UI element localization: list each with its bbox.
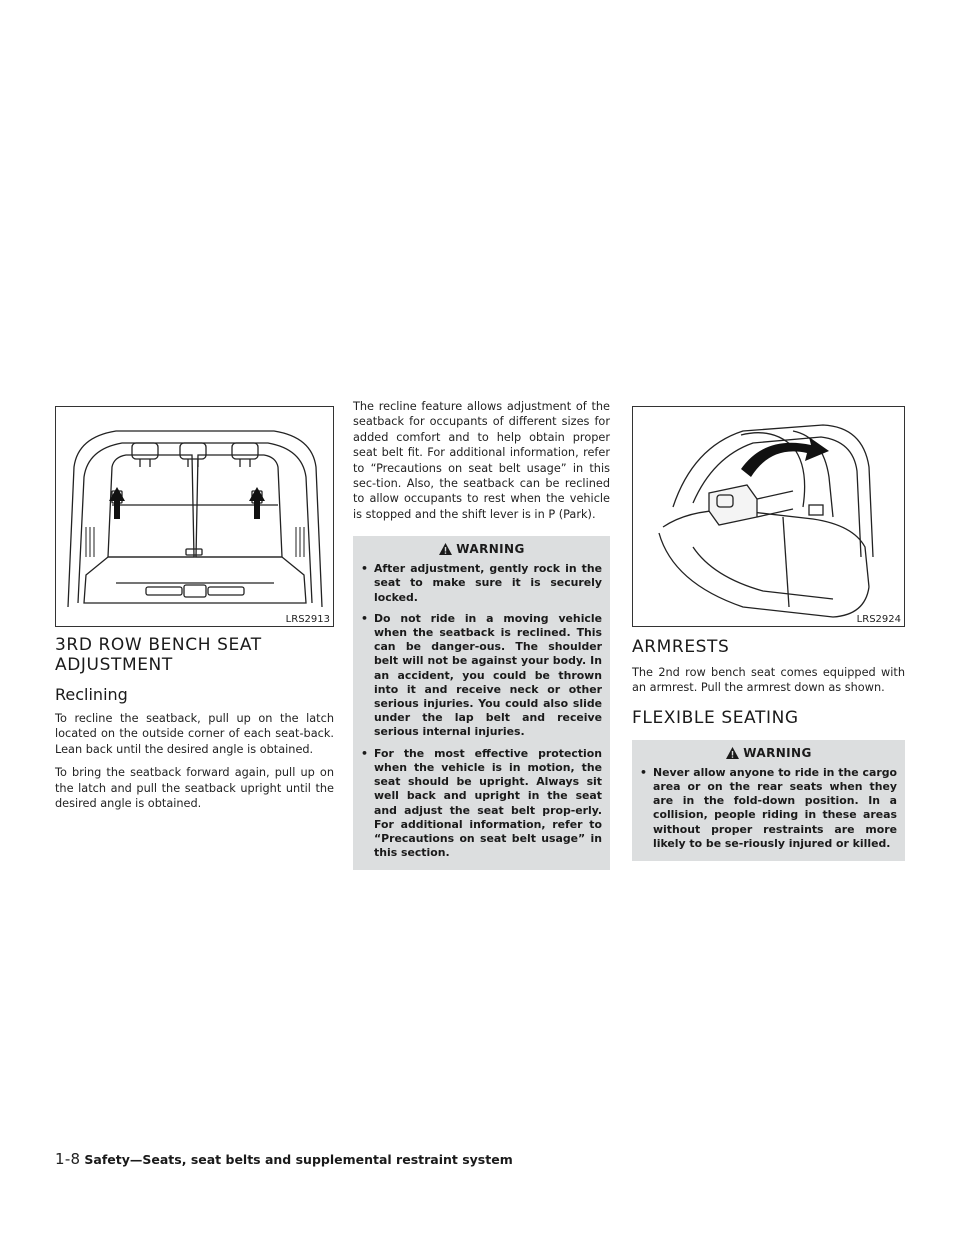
section-title-line1: 3RD ROW BENCH SEAT — [55, 635, 262, 655]
warning-item-text: After adjustment, gently rock in the seat to make sure it is securely locked. — [374, 562, 602, 604]
column-right — [632, 406, 905, 861]
warning-triangle-icon — [438, 542, 453, 556]
warning-item-text: Do not ride in a moving vehicle when the seatback is reclined. This can be danger-ous. The shoulder belt will not be against your body. In an accident, you could be thrown into it and receive neck or other serious injuries. You could also slide under the lap belt and receive serious internal injuries. — [374, 611, 602, 739]
warning-box-recline — [353, 536, 610, 870]
subheading-reclining: Reclining — [55, 685, 128, 704]
warning-item-text: For the most effective protection when the vehicle is in motion, the seat should be upright. Always sit well back and upright in the seat and adjust the seat belt prop-erly. For additional information, refer to “Precautions on seat belt usage” in this section. — [374, 746, 602, 860]
warning-item — [640, 766, 897, 851]
armrest-illustration — [632, 406, 905, 627]
figure-id-label: LRS2924 — [856, 614, 901, 625]
bullet: • — [361, 611, 368, 625]
section-title-armrests: ARMRESTS — [632, 637, 730, 657]
warning-item-text: Never allow anyone to ride in the cargo area or on the rear seats when they are in the fold-down position. In a collision, people riding in these areas without proper restraints are more likely to be se-riously injured or killed. — [653, 765, 897, 850]
page-footer — [55, 1150, 513, 1168]
section-title-line2: ADJUSTMENT — [55, 655, 173, 675]
warning-title: WARNING — [456, 542, 525, 557]
warning-item — [361, 612, 602, 740]
section-title-3rd-row — [55, 635, 334, 675]
warning-box-flexible-seating — [632, 740, 905, 861]
paragraph-armrests: The 2nd row bench seat comes equipped with an armrest. Pull the armrest down as shown. — [632, 666, 905, 695]
warning-item — [361, 562, 602, 605]
column-middle — [353, 399, 610, 870]
armrest-seat-drawing — [633, 407, 904, 626]
paragraph-recline-instructions: To recline the seatback, pull up on the latch located on the outside corner of each seat-back. Lean back until the desired angle is obtained. — [55, 712, 334, 756]
warning-header — [640, 746, 897, 760]
warning-header — [361, 542, 602, 556]
bullet: • — [640, 765, 647, 779]
warning-item — [361, 747, 602, 861]
warning-title: WARNING — [743, 745, 812, 760]
paragraph-upright-instructions: To bring the seatback forward again, pull up on the latch and pull the seatback upright until the desired angle is obtained. — [55, 766, 334, 811]
bullet: • — [361, 746, 368, 760]
figure-id-label: LRS2913 — [285, 614, 330, 625]
bullet: • — [361, 562, 368, 576]
chapter-title: Safety—Seats, seat belts and supplemental restraint system — [84, 1152, 513, 1167]
page-number: 1-8 — [55, 1150, 81, 1168]
cargo-seat-latch-drawing — [56, 407, 333, 626]
column-left — [55, 406, 334, 819]
paragraph-recline-feature: The recline feature allows adjustment of the seatback for occupants of different sizes for added comfort and to help obtain proper seat belt fit. For additional information, refer to “Precautions on seat belt usage” in this sec-tion. Also, the seatback can be reclined to allow occupants to rest when the vehicle is stopped and the shift lever is in P (Park). — [353, 400, 610, 521]
section-title-flexible-seating: FLEXIBLE SEATING — [632, 707, 799, 728]
cargo-area-illustration — [55, 406, 334, 627]
warning-triangle-icon — [725, 746, 740, 760]
